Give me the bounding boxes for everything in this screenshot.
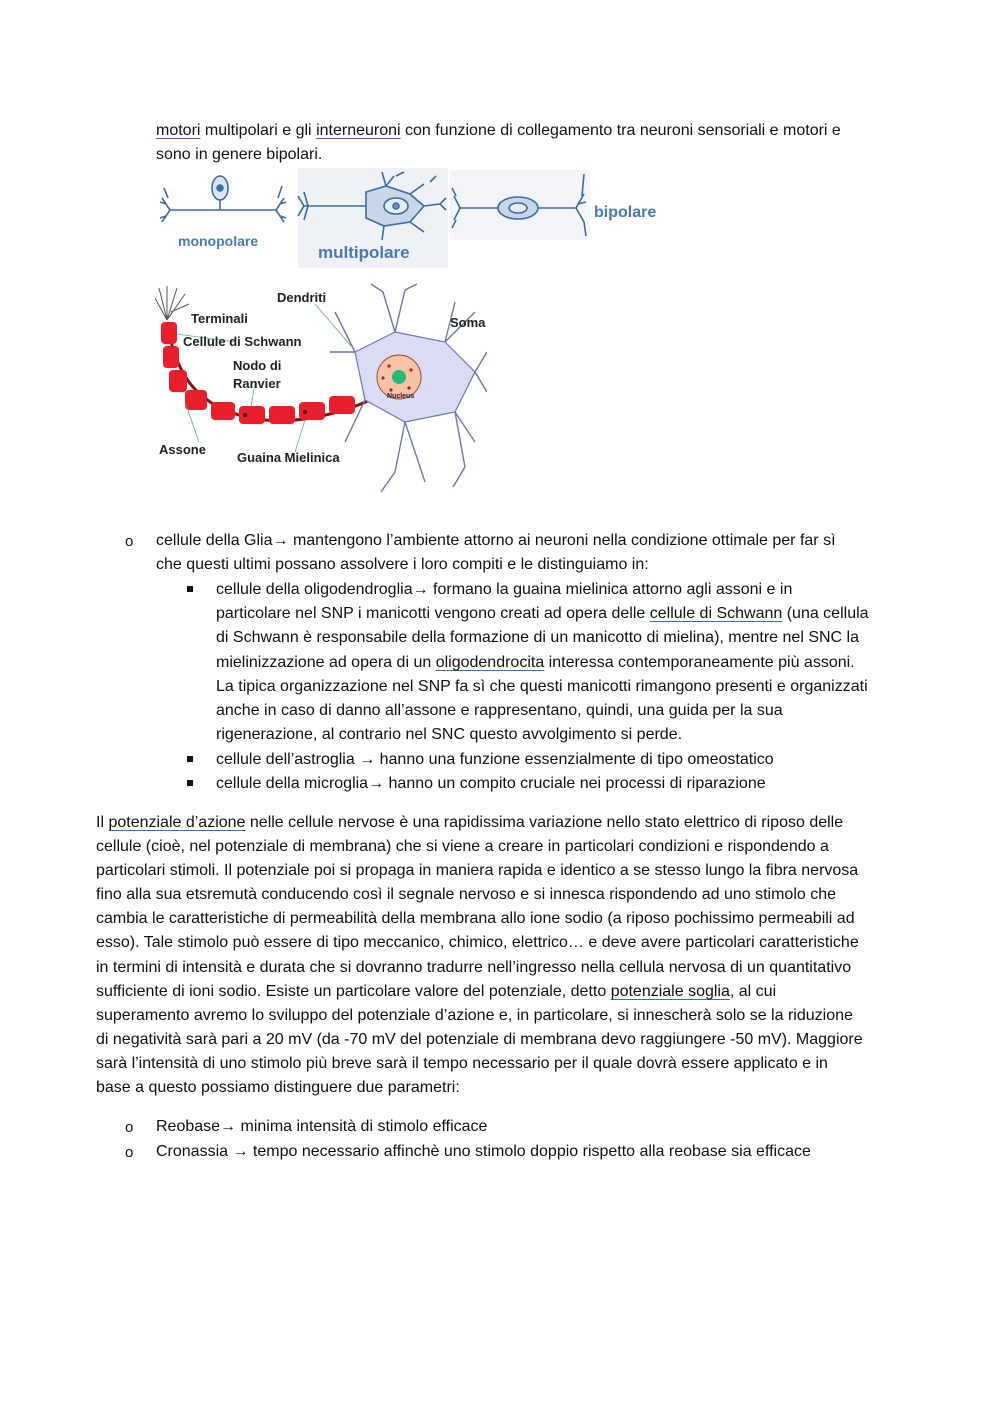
intro-text: multipolari e gli (200, 122, 317, 139)
oligo-line-2 (216, 602, 869, 626)
link-cellule-di-schwann[interactable]: cellule di Schwann (649, 605, 783, 622)
link-potenziale-azione[interactable]: potenziale d’azione (108, 814, 246, 831)
label-soma: Soma (450, 315, 486, 330)
link-interneuroni[interactable]: interneuroni (316, 122, 401, 139)
label-nucleus: Nucleus (387, 393, 415, 400)
oligo-line-7: rigenerazione, al contrario nel SNC questo avvolgimento si perde. (216, 726, 683, 743)
oligo-text: interessa contemporaneamente più assoni. (544, 654, 855, 671)
potenziale-line-5: cambia le caratteristiche di permeabilità della membrana allo ione sodio (a riposo pochissimo permeabili ad (96, 910, 855, 927)
oligo-text: (una cellula (782, 605, 869, 622)
glia-line-2: che questi ultimi possano assolvere i loro compiti e le distinguiamo in: (156, 556, 649, 573)
label-bipolare: bipolare (594, 204, 657, 221)
potenziale-line-1 (96, 811, 843, 835)
potenziale-line-2: cellule (cioè, nel potenziale di membrana) che si viene a creare in particolari condizioni e rispondendo a (96, 838, 829, 855)
neuron-types-figure (158, 168, 678, 268)
label-dendriti: Dendriti (277, 290, 327, 305)
intro-line-2: sono in genere bipolari. (156, 146, 323, 163)
astroglia-line: cellule dell’astroglia → hanno una funzione essenzialmente di tipo omeostatico (216, 751, 774, 768)
list-bullet: o (125, 1144, 134, 1161)
potenziale-line-11: sarà l’intensità di uno stimolo più breve sarà il tempo necessario per il quale dovrà essere applicato e in (96, 1055, 828, 1072)
oligo-text: mielinizzazione ad opera di un (216, 654, 436, 671)
oligo-line-3: di Schwann è responsabile della formazione di un manicotto di mielina), mentre nel SNC la (216, 629, 859, 646)
glia-line-1: cellule della Glia→ mantengono l’ambiente attorno ai neuroni nella condizione ottimale per far sì (156, 532, 836, 549)
potenziale-line-6: esso). Tale stimolo può essere di tipo meccanico, chimico, elettrico… e deve avere particolari caratteristiche (96, 934, 859, 951)
microglia-line: cellule della microglia→ hanno un compito cruciale nei processi di riparazione (216, 775, 766, 792)
oligo-text: particolare nel SNP i manicotti vengono creati ad opera delle (216, 605, 650, 622)
neuron-anatomy-figure (155, 282, 487, 504)
oligo-line-1: cellule della oligodendroglia→ formano la guaina mielinica attorno agli assoni e in (216, 581, 793, 598)
intro-text: con funzione di collegamento tra neuroni sensoriali e motori e (400, 122, 841, 139)
list-bullet: o (125, 533, 134, 550)
list-bullet-square (187, 756, 193, 762)
potenziale-line-10: di negatività sarà pari a 20 mV (da -70 mV del potenziale di membrana devo raggiungere -50 mV). Maggiore (96, 1031, 863, 1048)
link-oligodendrocita[interactable]: oligodendrocita (435, 654, 545, 671)
potenziale-line-7: in termini di intensità e durata che si dovranno tradurre nell’ingresso nella cellula nervosa di un quantitativo (96, 959, 852, 976)
intro-line-1 (156, 119, 841, 143)
oligo-line-5: La tipica organizzazione nel SNP fa sì che questi manicotti rimangono presenti e organizzati (216, 678, 868, 695)
link-potenziale-soglia[interactable]: potenziale soglia (610, 983, 730, 1000)
potenziale-text: Il (96, 814, 109, 831)
list-bullet: o (125, 1119, 134, 1136)
oligo-line-6: anche in caso di danno all’assone e rappresentano, quindi, una guida per la sua (216, 702, 783, 719)
potenziale-line-8 (96, 980, 776, 1004)
reobase-line: Reobase→ minima intensità di stimolo efficace (156, 1118, 488, 1135)
label-assone: Assone (159, 442, 206, 457)
link-motori[interactable]: motori (156, 122, 201, 139)
cronassia-line: Cronassia → tempo necessario affinchè uno stimolo doppio rispetto alla reobase sia efficace (156, 1143, 811, 1160)
list-bullet-square (187, 780, 193, 786)
list-bullet-square (187, 586, 193, 592)
potenziale-line-12: base a questo possiamo distinguere due parametri: (96, 1079, 460, 1096)
label-cellule-schwann: Cellule di Schwann (183, 334, 302, 349)
potenziale-line-9: superamento avremo lo sviluppo del potenziale d’azione e, in particolare, si innescherà solo se la riduzione (96, 1007, 853, 1024)
label-monopolare: monopolare (178, 233, 259, 249)
label-nodo-di: Nodo di (233, 358, 282, 373)
potenziale-line-3: particolari stimoli. Il potenziale poi si propaga in maniera rapida e identico a se stesso lungo la fibra nervosa (96, 862, 859, 879)
label-guaina-mielinica: Guaina Mielinica (237, 450, 340, 465)
potenziale-text: , al cui (729, 983, 777, 1000)
potenziale-text: sufficiente di ioni sodio. Esiste un particolare valore del potenziale, detto (96, 983, 611, 1000)
oligo-line-4 (216, 651, 855, 675)
potenziale-line-4: fino alla sua etsremutà conducendo così il segnale nervoso e si innesca rispondendo ad uno stimolo che (96, 886, 837, 903)
label-multipolare: multipolare (318, 243, 410, 262)
potenziale-text: nelle cellule nervose è una rapidissima variazione nello stato elettrico di riposo delle (245, 814, 844, 831)
label-terminali: Terminali (191, 311, 248, 326)
label-ranvier: Ranvier (233, 376, 281, 391)
